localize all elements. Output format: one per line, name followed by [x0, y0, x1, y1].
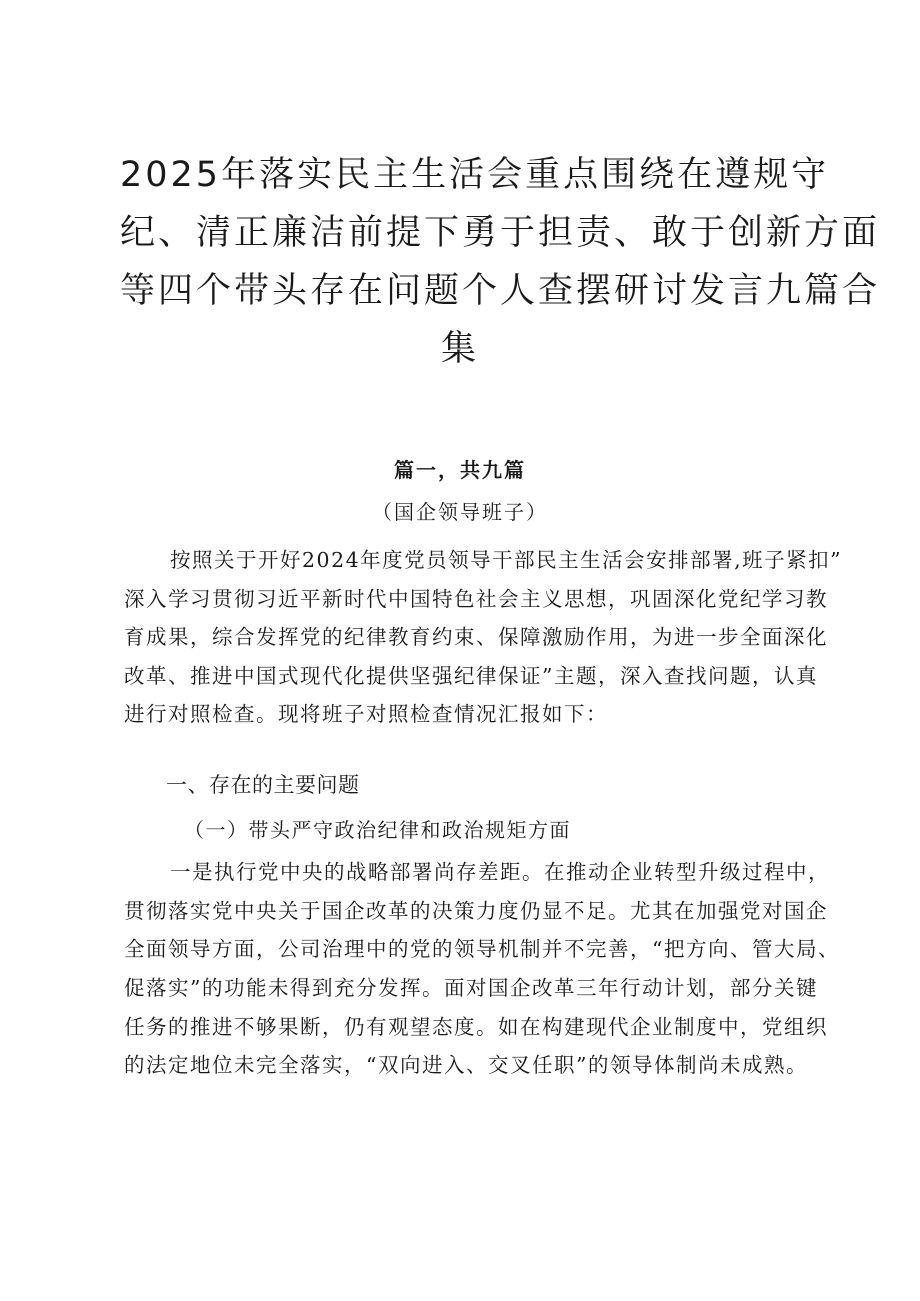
- paragraph-line: 的法定地位未完全落实，“双向进入、交叉任职”的领导体制尚未成熟。: [124, 1053, 808, 1078]
- intro-paragraph: [124, 541, 843, 734]
- paragraph-line: 一是执行党中央的战略部署尚存差距。在推动企业转型升级过程中，: [170, 860, 830, 884]
- title-line: 等四个带头存在问题个人查摆研讨发言九篇合: [120, 271, 881, 311]
- title-line: 集: [440, 329, 479, 369]
- paragraph-line: 深入学习贯彻习近平新时代中国特色社会主义思想，巩固深化党纪学习教: [124, 586, 828, 611]
- section-heading: 一、存在的主要问题: [166, 773, 360, 797]
- title-line: 2025年落实民主生活会重点围绕在遵规守: [120, 155, 830, 195]
- paragraph-line: 任务的推进不够果断，仍有观望态度。如在构建现代企业制度中，党组织: [124, 1014, 828, 1039]
- paragraph-line: 贯彻落实党中央关于国企改革的决策力度仍显不足。尤其在加强党对国企: [124, 898, 828, 923]
- paragraph-line: 促落实”的功能未得到充分发挥。面对国企改革三年行动计划，部分关键: [124, 976, 818, 1001]
- paragraph-line: 按照关于开好2024年度党员领导干部民主生活会安排部署,班子紧扣”: [170, 548, 843, 572]
- paragraph-line: 全面领导方面，公司治理中的党的领导机制并不完善，“把方向、管大局、: [124, 937, 840, 962]
- document-title: [120, 146, 881, 378]
- paragraph-line: 改革、推进中国式现代化提供坚强纪律保证”主题，深入查找问题，认真: [124, 663, 818, 688]
- paragraph-line: 育成果，综合发挥党的纪律教育约束、保障激励作用，为进一步全面深化: [124, 625, 828, 649]
- document-unit: （国企领导班子）: [372, 500, 548, 524]
- title-line: 纪、清正廉洁前提下勇于担责、敢于创新方面: [120, 213, 881, 253]
- subsection-heading: （一）带头严守政治纪律和政治规矩方面: [184, 818, 571, 842]
- body-paragraph: [124, 853, 840, 1085]
- paragraph-line: 进行对照检查。现将班子对照检查情况汇报如下：: [124, 702, 608, 726]
- document-subtitle: 篇一，共九篇: [394, 458, 526, 482]
